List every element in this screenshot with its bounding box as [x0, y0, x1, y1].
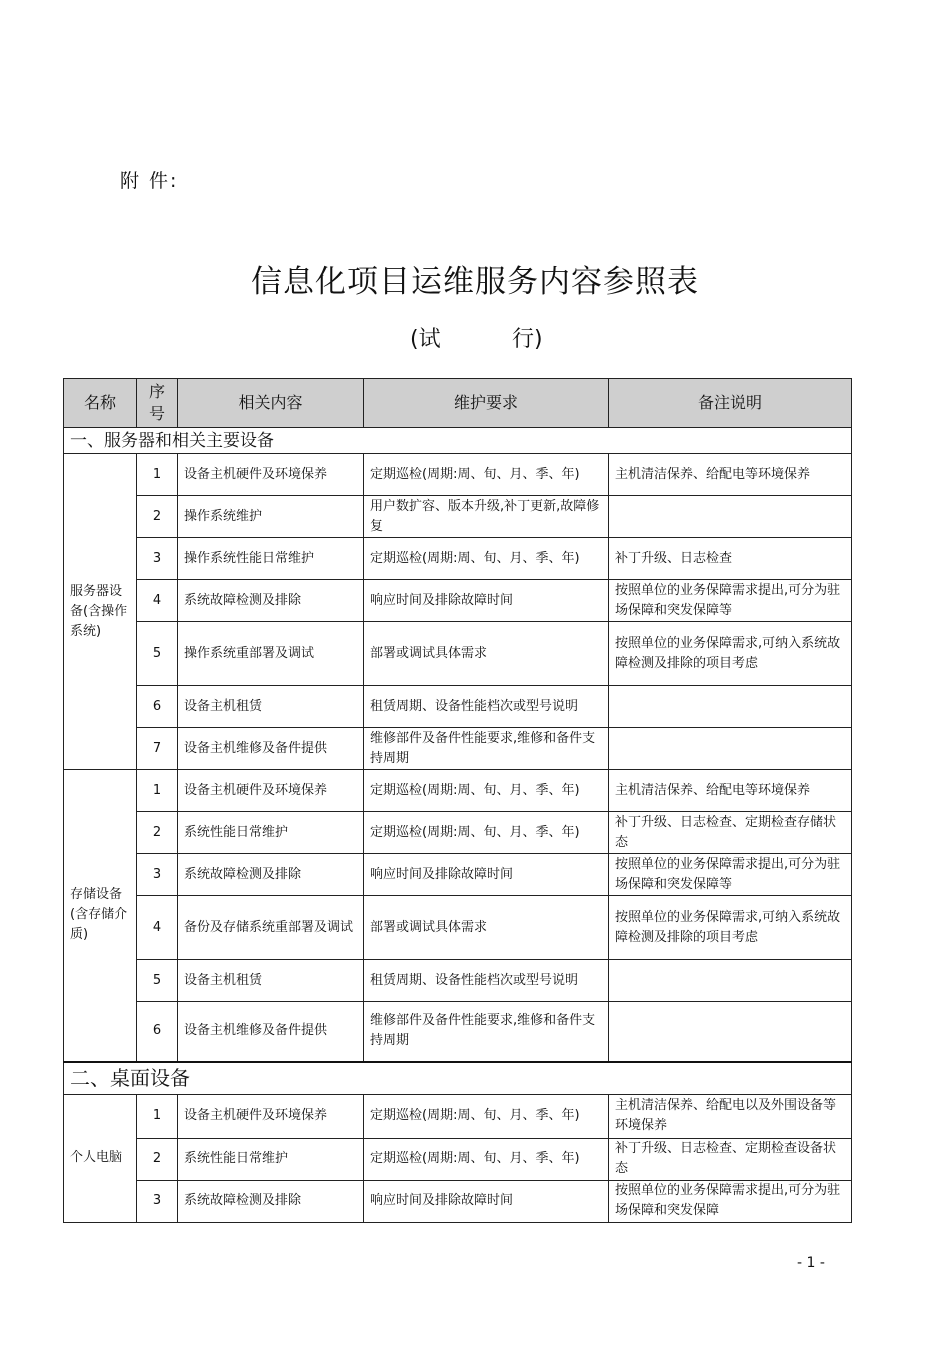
- row-index: 3: [137, 538, 178, 580]
- row-index: 5: [137, 622, 178, 686]
- row-remark: [609, 728, 852, 770]
- row-content: 操作系统维护: [178, 496, 364, 538]
- row-requirement: 定期巡检(周期:周、旬、月、季、年): [364, 1138, 609, 1180]
- row-remark: 按照单位的业务保障需求提出,可分为驻场保障和突发保障等: [609, 854, 852, 896]
- row-requirement: 部署或调试具体需求: [364, 896, 609, 960]
- table-row: [64, 854, 852, 896]
- header-seq: 序 号: [137, 379, 178, 428]
- row-requirement: 响应时间及排除故障时间: [364, 1180, 609, 1222]
- row-remark: 按照单位的业务保障需求,可纳入系统故障检测及排除的项目考虑: [609, 622, 852, 686]
- table-row: [64, 960, 852, 1002]
- row-requirement: 用户数扩容、版本升级,补丁更新,故障修复: [364, 496, 609, 538]
- row-requirement: 响应时间及排除故障时间: [364, 854, 609, 896]
- row-remark: [609, 1002, 852, 1062]
- group-name-storage: 存储设备(含存储介质): [64, 770, 137, 1062]
- header-name: 名称: [64, 379, 137, 428]
- section-row: [64, 428, 852, 454]
- table-row: [64, 580, 852, 622]
- table-row: [64, 770, 852, 812]
- row-remark: 主机清洁保养、给配电等环境保养: [609, 770, 852, 812]
- header-remark: 备注说明: [609, 379, 852, 428]
- table-row: [64, 538, 852, 580]
- table-row: [64, 812, 852, 854]
- row-remark: 主机清洁保养、给配电等环境保养: [609, 454, 852, 496]
- table-row: [64, 622, 852, 686]
- row-remark: [609, 686, 852, 728]
- section-title-servers: 一、服务器和相关主要设备: [64, 428, 852, 454]
- group-name-pc: 个人电脑: [64, 1094, 137, 1222]
- row-content: 系统故障检测及排除: [178, 580, 364, 622]
- row-index: 1: [137, 770, 178, 812]
- row-index: 6: [137, 686, 178, 728]
- subtitle-left: (试: [410, 327, 441, 352]
- row-index: 4: [137, 580, 178, 622]
- row-remark: 按照单位的业务保障需求提出,可分为驻场保障和突发保障等: [609, 580, 852, 622]
- row-index: 5: [137, 960, 178, 1002]
- header-content: 相关内容: [178, 379, 364, 428]
- row-content: 系统性能日常维护: [178, 1138, 364, 1180]
- row-index: 2: [137, 812, 178, 854]
- row-content: 系统故障检测及排除: [178, 1180, 364, 1222]
- row-remark: [609, 496, 852, 538]
- row-remark: 按照单位的业务保障需求提出,可分为驻场保障和突发保障: [609, 1180, 852, 1222]
- row-content: 设备主机维修及备件提供: [178, 1002, 364, 1062]
- row-index: 1: [137, 454, 178, 496]
- table-header-row: [64, 379, 852, 428]
- row-requirement: 定期巡检(周期:周、旬、月、季、年): [364, 812, 609, 854]
- table-row: [64, 1180, 852, 1222]
- row-remark: 补丁升级、日志检查、定期检查设备状态: [609, 1138, 852, 1180]
- row-index: 3: [137, 854, 178, 896]
- table-row: [64, 1138, 852, 1180]
- row-content: 操作系统重部署及调试: [178, 622, 364, 686]
- row-index: 1: [137, 1094, 178, 1138]
- row-content: 设备主机硬件及环境保养: [178, 1094, 364, 1138]
- row-index: 7: [137, 728, 178, 770]
- row-requirement: 定期巡检(周期:周、旬、月、季、年): [364, 538, 609, 580]
- row-requirement: 定期巡检(周期:周、旬、月、季、年): [364, 770, 609, 812]
- group-name-server: 服务器设备(含操作系统): [64, 454, 137, 770]
- row-content: 备份及存储系统重部署及调试: [178, 896, 364, 960]
- table-row: [64, 686, 852, 728]
- row-index: 4: [137, 896, 178, 960]
- table-row: [64, 896, 852, 960]
- table-row: [64, 454, 852, 496]
- row-content: 设备主机租赁: [178, 686, 364, 728]
- table-row: [64, 1002, 852, 1062]
- row-remark: 主机清洁保养、给配电以及外围设备等环境保养: [609, 1094, 852, 1138]
- header-requirement: 维护要求: [364, 379, 609, 428]
- attachment-label: 附 件:: [120, 170, 179, 192]
- row-index: 6: [137, 1002, 178, 1062]
- row-remark: 补丁升级、日志检查: [609, 538, 852, 580]
- row-index: 2: [137, 1138, 178, 1180]
- document-title: 信息化项目运维服务内容参照表: [251, 264, 699, 300]
- row-remark: [609, 960, 852, 1002]
- table-row: [64, 1094, 852, 1138]
- service-table: [63, 378, 852, 1223]
- row-index: 3: [137, 1180, 178, 1222]
- table-row: [64, 728, 852, 770]
- row-content: 系统性能日常维护: [178, 812, 364, 854]
- row-requirement: 响应时间及排除故障时间: [364, 580, 609, 622]
- table-row: [64, 496, 852, 538]
- section-row: [64, 1062, 852, 1095]
- row-content: 系统故障检测及排除: [178, 854, 364, 896]
- row-content: 设备主机硬件及环境保养: [178, 454, 364, 496]
- page-number: - 1 -: [797, 1255, 825, 1271]
- subtitle-right: 行): [512, 327, 543, 352]
- row-content: 设备主机维修及备件提供: [178, 728, 364, 770]
- row-requirement: 定期巡检(周期:周、旬、月、季、年): [364, 1094, 609, 1138]
- row-requirement: 部署或调试具体需求: [364, 622, 609, 686]
- row-content: 设备主机硬件及环境保养: [178, 770, 364, 812]
- row-requirement: 维修部件及备件性能要求,维修和备件支持周期: [364, 1002, 609, 1062]
- row-requirement: 定期巡检(周期:周、旬、月、季、年): [364, 454, 609, 496]
- row-index: 2: [137, 496, 178, 538]
- row-requirement: 租赁周期、设备性能档次或型号说明: [364, 960, 609, 1002]
- row-content: 操作系统性能日常维护: [178, 538, 364, 580]
- row-content: 设备主机租赁: [178, 960, 364, 1002]
- row-remark: 补丁升级、日志检查、定期检查存储状态: [609, 812, 852, 854]
- row-remark: 按照单位的业务保障需求,可纳入系统故障检测及排除的项目考虑: [609, 896, 852, 960]
- row-requirement: 维修部件及备件性能要求,维修和备件支持周期: [364, 728, 609, 770]
- row-requirement: 租赁周期、设备性能档次或型号说明: [364, 686, 609, 728]
- section-title-desktop: 二、桌面设备: [64, 1062, 852, 1095]
